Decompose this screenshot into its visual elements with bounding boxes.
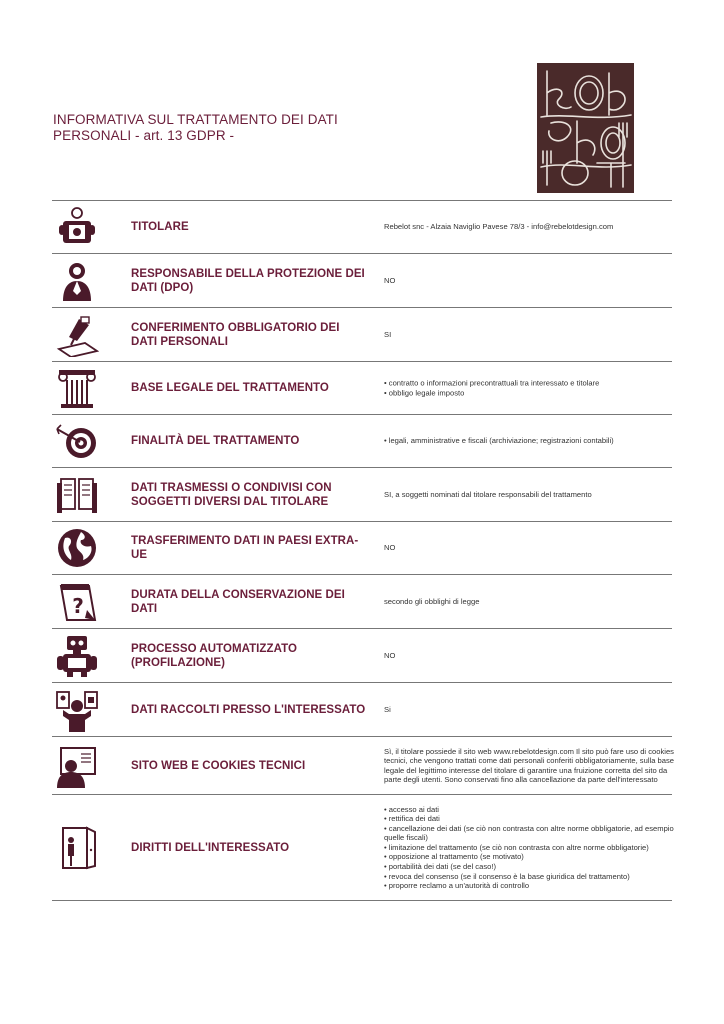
table-row [52, 629, 672, 683]
table-row [52, 468, 672, 522]
row-value: • accesso ai dati • rettifica dei dati • cancellazione dei dati (se ciò non contrasta con altre norme obbligatorie, ad esempio quelle fiscali) • limitazione del trattamento (se ciò non contrasta con altre norme obbligatorie) • opposizione al trattamento (se motivato) • portabilità dei dati (se del caso!) • revoca del consenso (se il consenso è la base giuridica del trattamento) • proporre reclamo a un'autorità di controllo [384, 804, 674, 891]
svg-text:?: ? [72, 593, 84, 618]
table-row [52, 575, 672, 629]
row-label: TITOLARE [131, 221, 189, 233]
table-row [52, 201, 672, 254]
row-value: • legali, amministrative e fiscali (archiviazione; registrazioni contabili) [384, 436, 614, 446]
column-pillar-icon [52, 365, 102, 411]
row-label: DATI RACCOLTI PRESSO L'INTERESSATO [131, 703, 366, 716]
row-value: Si [384, 704, 391, 714]
row-value: Rebelot snc - Alzaia Naviglio Pavese 78/3 - info@rebelotdesign.com [384, 222, 614, 232]
row-value: SI, a soggetti nominati dal titolare responsabili del trattamento [384, 489, 592, 499]
page-title: INFORMATIVA SUL TRATTAMENTO DEI DATI PERSONALI - art. 13 GDPR - [53, 112, 338, 143]
officer-headphones-icon [52, 258, 102, 304]
row-label: RESPONSABILE DELLA PROTEZIONE DEI DATI (DPO) [131, 267, 365, 294]
person-portrait-icon [52, 204, 102, 250]
row-label: FINALITÀ DEL TRATTAMENTO [131, 435, 300, 447]
row-value: SI [384, 329, 392, 339]
table-row [52, 254, 672, 308]
shared-document-icon [52, 472, 102, 518]
row-label: BASE LEGALE DEL TRATTAMENTO [131, 382, 329, 394]
row-value: Sì, il titolare possiede il sito web www.rebelotdesign.com Il sito può fare uso di cookies tecnici, che vengono trattati come dati personali conferiti obbligatoriamente, sulla base legale del legittimo interesse del titolare di garantire una fruizione corretta del sito da parte degli utenti. Sono conservati fino alla cancellazione da parte dell'interessato [384, 746, 674, 785]
hand-signing-icon [52, 312, 102, 358]
calendar-question-icon [52, 579, 102, 625]
row-value: secondo gli obblighi di legge [384, 596, 480, 606]
row-label: DURATA DELLA CONSERVAZIONE DEI DATI [131, 588, 345, 615]
person-computer-icon [52, 743, 102, 789]
table-row [52, 415, 672, 468]
row-label: CONFERIMENTO OBBLIGATORIO DEI DATI PERSONALI [131, 321, 340, 348]
rebelot-logo [537, 63, 634, 193]
table-row [52, 522, 672, 575]
person-holding-cards-icon [52, 687, 102, 733]
row-value: NO [384, 275, 396, 285]
row-value: • contratto o informazioni precontrattuali tra interessato e titolare • obbligo legale imposto [384, 378, 600, 397]
row-label: SITO WEB E COOKIES TECNICI [131, 759, 306, 772]
row-value: NO [384, 543, 396, 553]
privacy-table [52, 200, 672, 901]
row-label: DIRITTI DELL'INTERESSATO [131, 841, 290, 854]
row-label: PROCESSO AUTOMATIZZATO (PROFILAZIONE) [131, 642, 297, 669]
table-row [52, 308, 672, 362]
target-arrow-icon [52, 418, 102, 464]
table-row [52, 795, 672, 901]
table-row [52, 362, 672, 415]
open-door-icon [52, 825, 102, 871]
globe-icon [52, 525, 102, 571]
table-row [52, 737, 672, 795]
robot-icon [52, 633, 102, 679]
table-row [52, 683, 672, 737]
row-value: NO [384, 650, 396, 660]
row-label: DATI TRASMESSI O CONDIVISI CON SOGGETTI DIVERSI DAL TITOLARE [131, 481, 332, 508]
row-label: TRASFERIMENTO DATI IN PAESI EXTRA-UE [131, 535, 359, 561]
